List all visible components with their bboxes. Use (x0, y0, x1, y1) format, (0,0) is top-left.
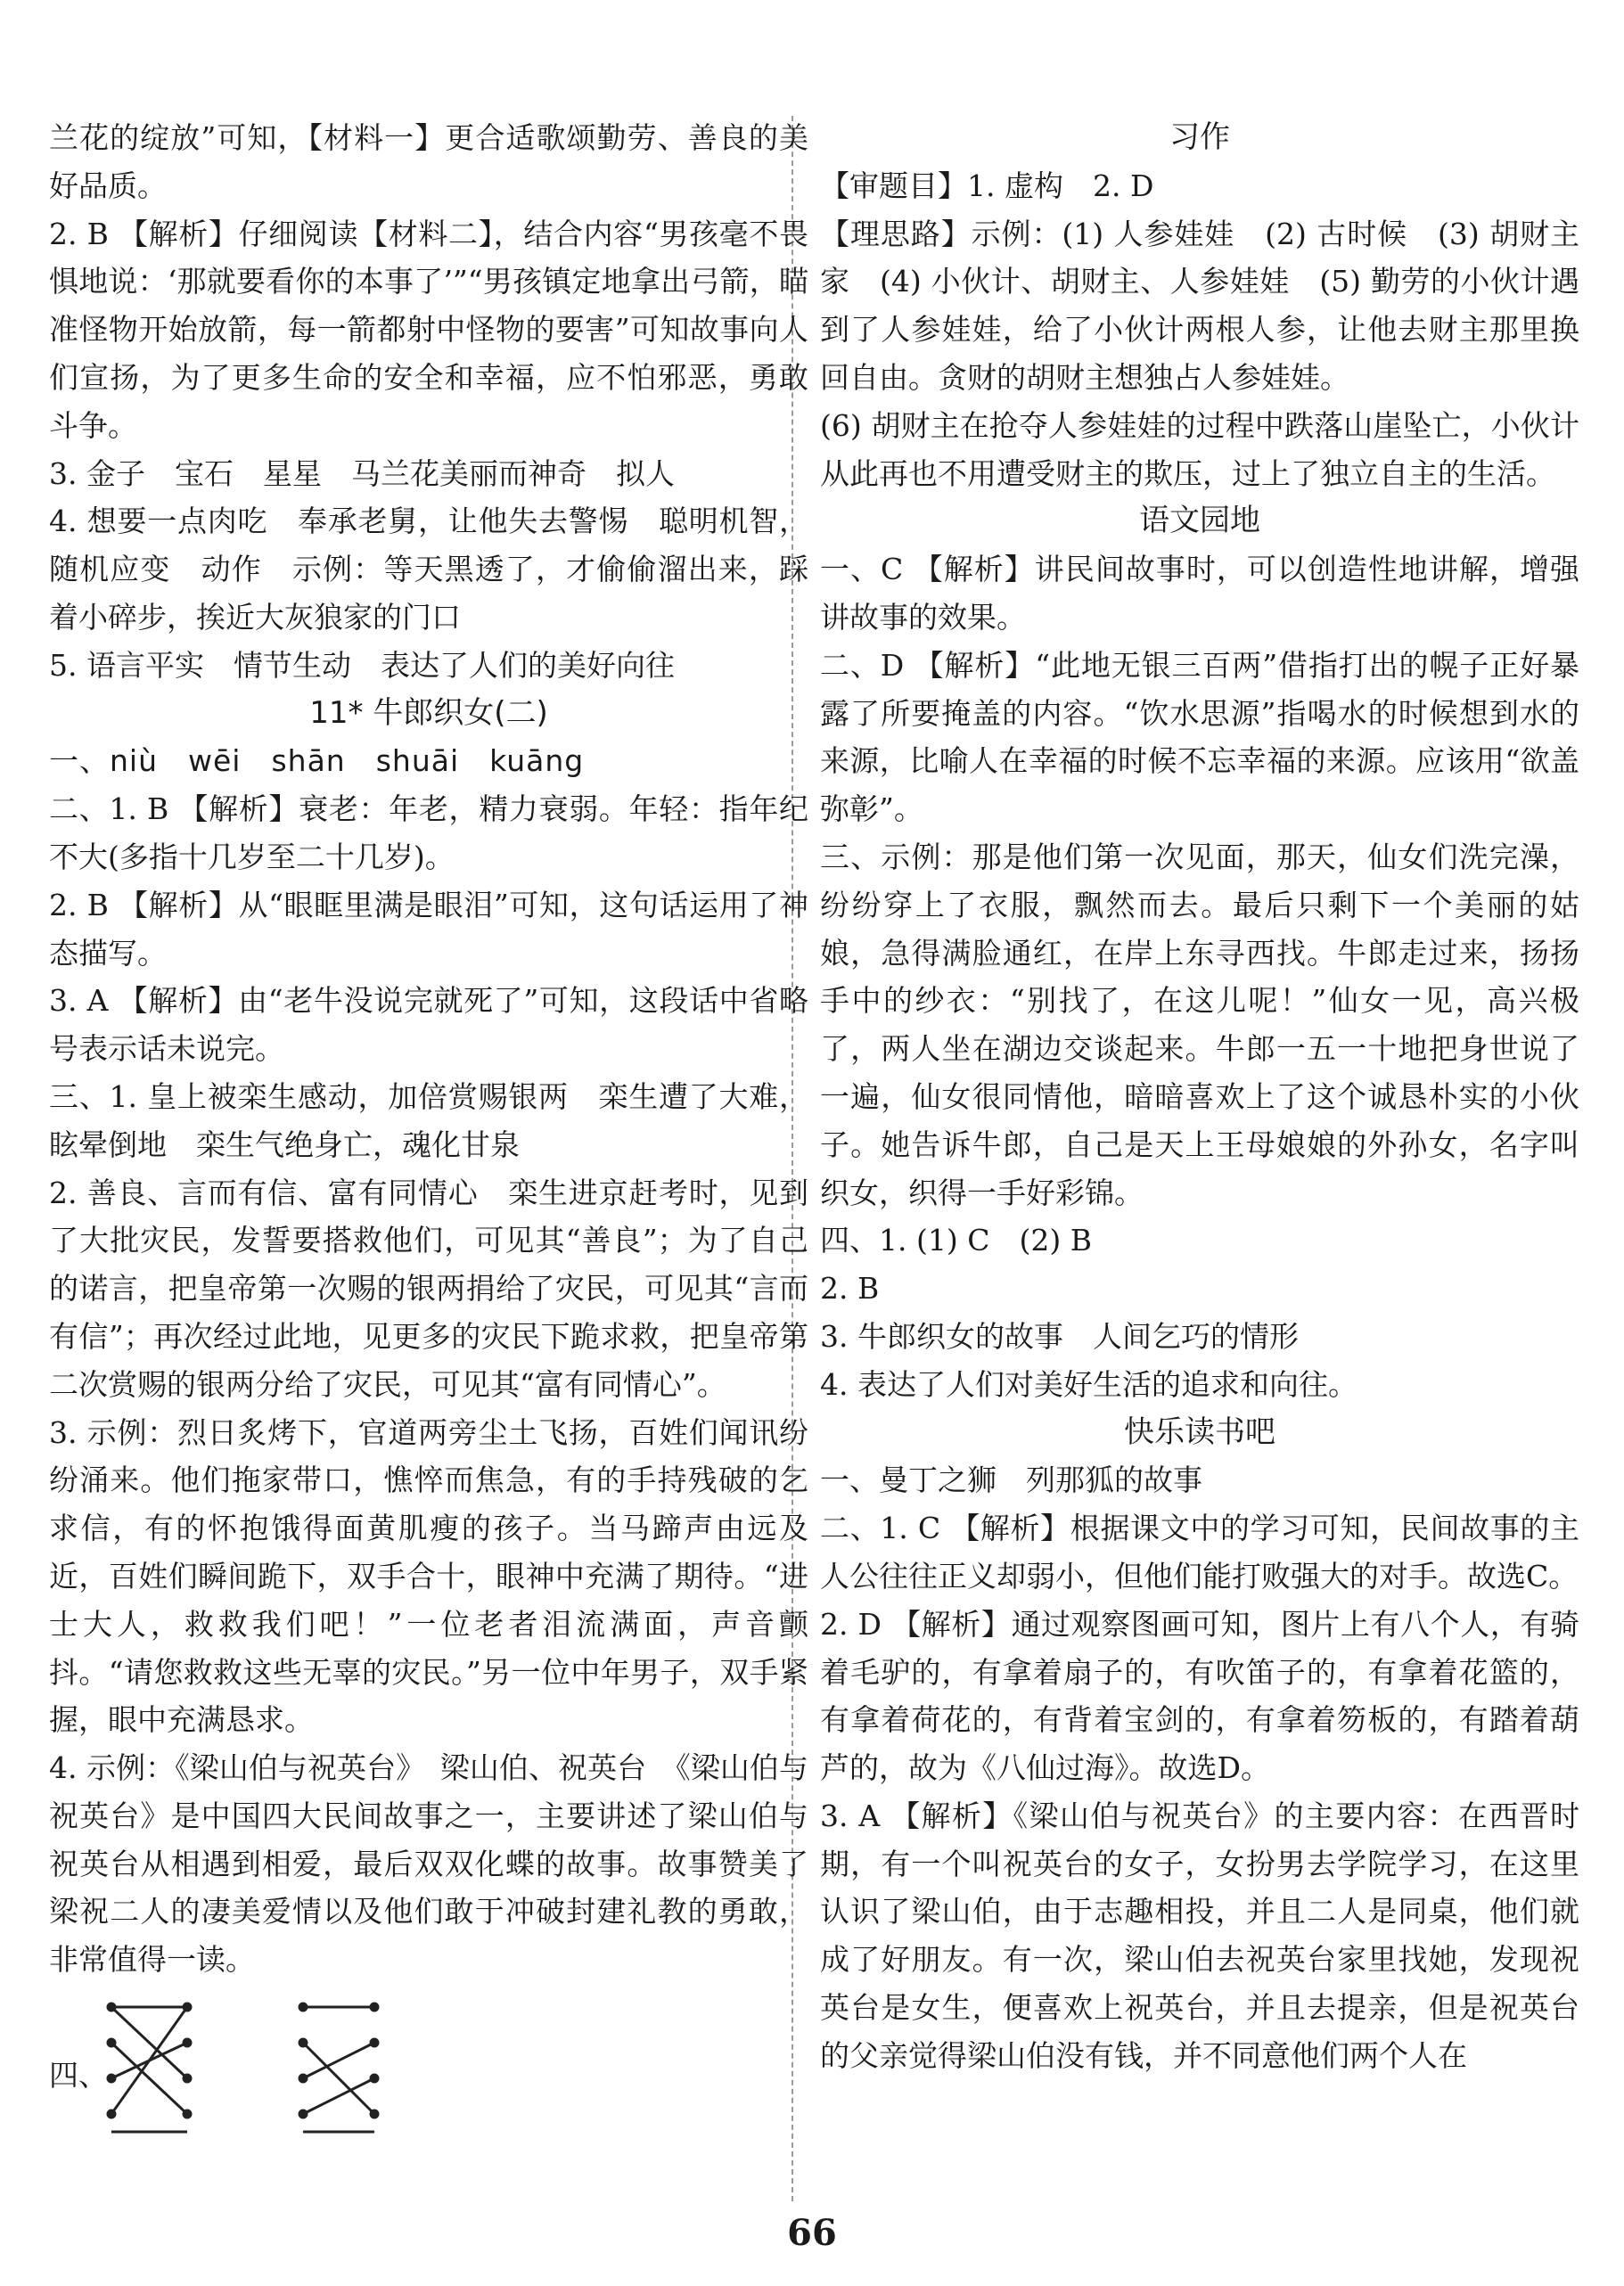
match-line (303, 2078, 374, 2114)
right-line-3: (6) 胡财主在抢夺人参娃娃的过程中跌落山崖坠亡，小伙计从此再也不用遭受财主的欺压，过上了独立自主的生活。 (820, 407, 1579, 491)
left-line-4: 4. 想要一点肉吃 奉承老舅，让他失去警惕 聪明机智，随机应变 动作 示例：等天黑透了，才偷偷溜出来，踩着小碎步，挨近大灰狼家的门口 (49, 504, 808, 635)
matching-lines (103, 1989, 423, 2150)
left-line-11: 3. 示例：烈日炙烤下，官道两旁尘土飞扬，百姓们闻讯纷纷涌来。他们拖家带口，憔悴而焦急，有的手持残破的乞求信，有的怀抱饿得面黄肌瘦的孩子。当马蹄声由远及近，百姓们瞬间跪下，双手合十，眼神中充满了期待。“进士大人，救救我们吧！”一位老者泪流满面，声音颤抖。“请您救救这些无辜的灾民。”另一位中年男子，双手紧握，眼中充满恳求。 (49, 1414, 808, 1738)
section-heading-lesson-11: 11* 牛郎织女(二) (309, 694, 548, 731)
right-line-5: 二、D 【解析】“此地无银三百两”借指打出的幌子正好暴露了所要掩盖的内容。“饮水思源”指喝水的时候想到水的来源，比喻人在幸福的时候不忘幸福的来源。应该用“欲盖弥彰”。 (820, 647, 1579, 827)
right-line-7: 四、1. (1) C (2) B (820, 1223, 1092, 1258)
match-line (303, 2043, 374, 2114)
left-line-1: 兰花的绽放”可知，【材料一】更合适歌颂勤劳、善良的美好品质。 (49, 120, 808, 203)
section-heading-garden: 语文园地 (1139, 503, 1260, 539)
section-heading-reading: 快乐读书吧 (1124, 1413, 1275, 1450)
match-line (111, 2007, 187, 2078)
right-column (820, 114, 1579, 2080)
right-line-10: 4. 表达了人们对美好生活的追求和向往。 (820, 1366, 1357, 1402)
left-line-12: 4. 示例：《梁山伯与祝英台》 梁山伯、祝英台 《梁山伯与祝英台》是中国四大民间故事之一，主要讲述了梁山伯与祝英台从相遇到相爱，最后双双化蝶的故事。故事赞美了梁祝二人的凄美爱情以及他们敢于冲破封建礼教的勇敢，非常值得一读。 (49, 1750, 808, 1978)
left-line-6: 二、1. B 【解析】衰老：年老，精力衰弱。年轻：指年纪不大(多指十几岁至二十几岁)。 (49, 791, 808, 874)
left-line-8: 3. A 【解析】由“老牛没说完就死了”可知，这段话中省略号表示话未说完。 (49, 983, 808, 1067)
matching-label: 四、 (49, 2058, 108, 2093)
left-line-10: 2. 善良、言而有信、富有同情心 栾生进京赶考时，见到了大批灾民，发誓要搭救他们，可见其“善良”；为了自己的诺言，把皇帝第一次赐的银两捐给了灾民，可见其“言而有信”；再次经过此地，见更多的灾民下跪求救，把皇帝第二次赏赐的银两分给了灾民，可见其“富有同情心”。 (49, 1175, 808, 1402)
right-line-4: 一、C 【解析】讲民间故事时，可以创造性地讲解，增强讲故事的效果。 (820, 552, 1579, 635)
right-line-9: 3. 牛郎织女的故事 人间乞巧的情形 (820, 1318, 1299, 1354)
right-line-11: 一、曼丁之狮 列那狐的故事 (820, 1463, 1202, 1498)
match-line (303, 2043, 374, 2078)
left-line-7: 2. B 【解析】从“眼眶里满是眼泪”可知，这句话运用了神态描写。 (49, 887, 808, 971)
right-line-13: 2. D 【解析】通过观察图画可知，图片上有八个人，有骑着毛驴的，有拿着扇子的，有吹笛子的，有拿着花篮的，有拿着荷花的，有背着宝剑的，有拿着笏板的，有踏着葫芦的，故为《八仙过海》。故选D。 (820, 1606, 1579, 1786)
left-line-9: 三、1. 皇上被栾生感动，加倍赏赐银两 栾生遭了大难，眩晕倒地 栾生气绝身亡，魂化甘泉 (49, 1078, 808, 1162)
page-number: 66 (787, 2212, 837, 2254)
right-line-1: 【审题目】1. 虚构 2. D (820, 168, 1154, 203)
left-line-5: 5. 语言平实 情节生动 表达了人们的美好向往 (49, 647, 675, 683)
match-line (111, 2007, 187, 2114)
left-line-2: 2. B 【解析】仔细阅读【材料二】，结合内容“男孩毫不畏惧地说：‘那就要看你的本事了’”“男孩镇定地拿出弓箭，瞄准怪物开始放箭，每一箭都射中怪物的要害”可知故事向人们宣扬，为了更多生命的安全和幸福，应不怕邪恶，勇敢斗争。 (49, 216, 808, 443)
matching-diagram (49, 1989, 808, 2150)
section-heading-writing: 习作 (1169, 119, 1230, 155)
right-line-8: 2. B (820, 1271, 880, 1307)
left-line-3: 3. 金子 宝石 星星 马兰花美丽而神奇 拟人 (49, 455, 675, 491)
right-line-14: 3. A 【解析】《梁山伯与祝英台》的主要内容：在西晋时期，有一个叫祝英台的女子，女扮男去学院学习，在这里认识了梁山伯，由于志趣相投，并且二人是同桌，他们就成了好朋友。有一次，梁山伯去祝英台家里找她，发现祝英台是女生，便喜欢上祝英台，并且去提亲，但是祝英台的父亲觉得梁山伯没有钱，并不同意他们两个人在 (820, 1798, 1579, 2073)
left-column (49, 114, 808, 2150)
match-line (111, 2043, 187, 2114)
pinyin-answers: 一、niù wēi shān shuāi kuāng (49, 743, 585, 779)
right-line-12: 二、1. C 【解析】根据课文中的学习可知，民间故事的主人公往往正义却弱小，但他们能打败强大的对手。故选C。 (820, 1511, 1579, 1594)
right-line-6: 三、示例：那是他们第一次见面，那天，仙女们洗完澡，纷纷穿上了衣服，飘然而去。最后只剩下一个美丽的姑娘，急得满脸通红，在岸上东寻西找。牛郎走过来，扬扬手中的纱衣：“别找了，在这儿呢！”仙女一见，高兴极了，两人坐在湖边交谈起来。牛郎一五一十地把身世说了一遍，仙女很同情他，暗暗喜欢上了这个诚恳朴实的小伙子。她告诉牛郎，自己是天上王母娘娘的外孙女，名字叫织女，织得一手好彩锦。 (820, 839, 1579, 1210)
right-line-2: 【理思路】示例：(1) 人参娃娃 (2) 古时候 (3) 胡财主家 (4) 小伙计、胡财主、人参娃娃 (5) 勤劳的小伙计遇到了人参娃娃，给了小伙计两根人参，让他去财主那里换回自由。贪财的胡财主想独占人参娃娃。 (820, 216, 1579, 395)
